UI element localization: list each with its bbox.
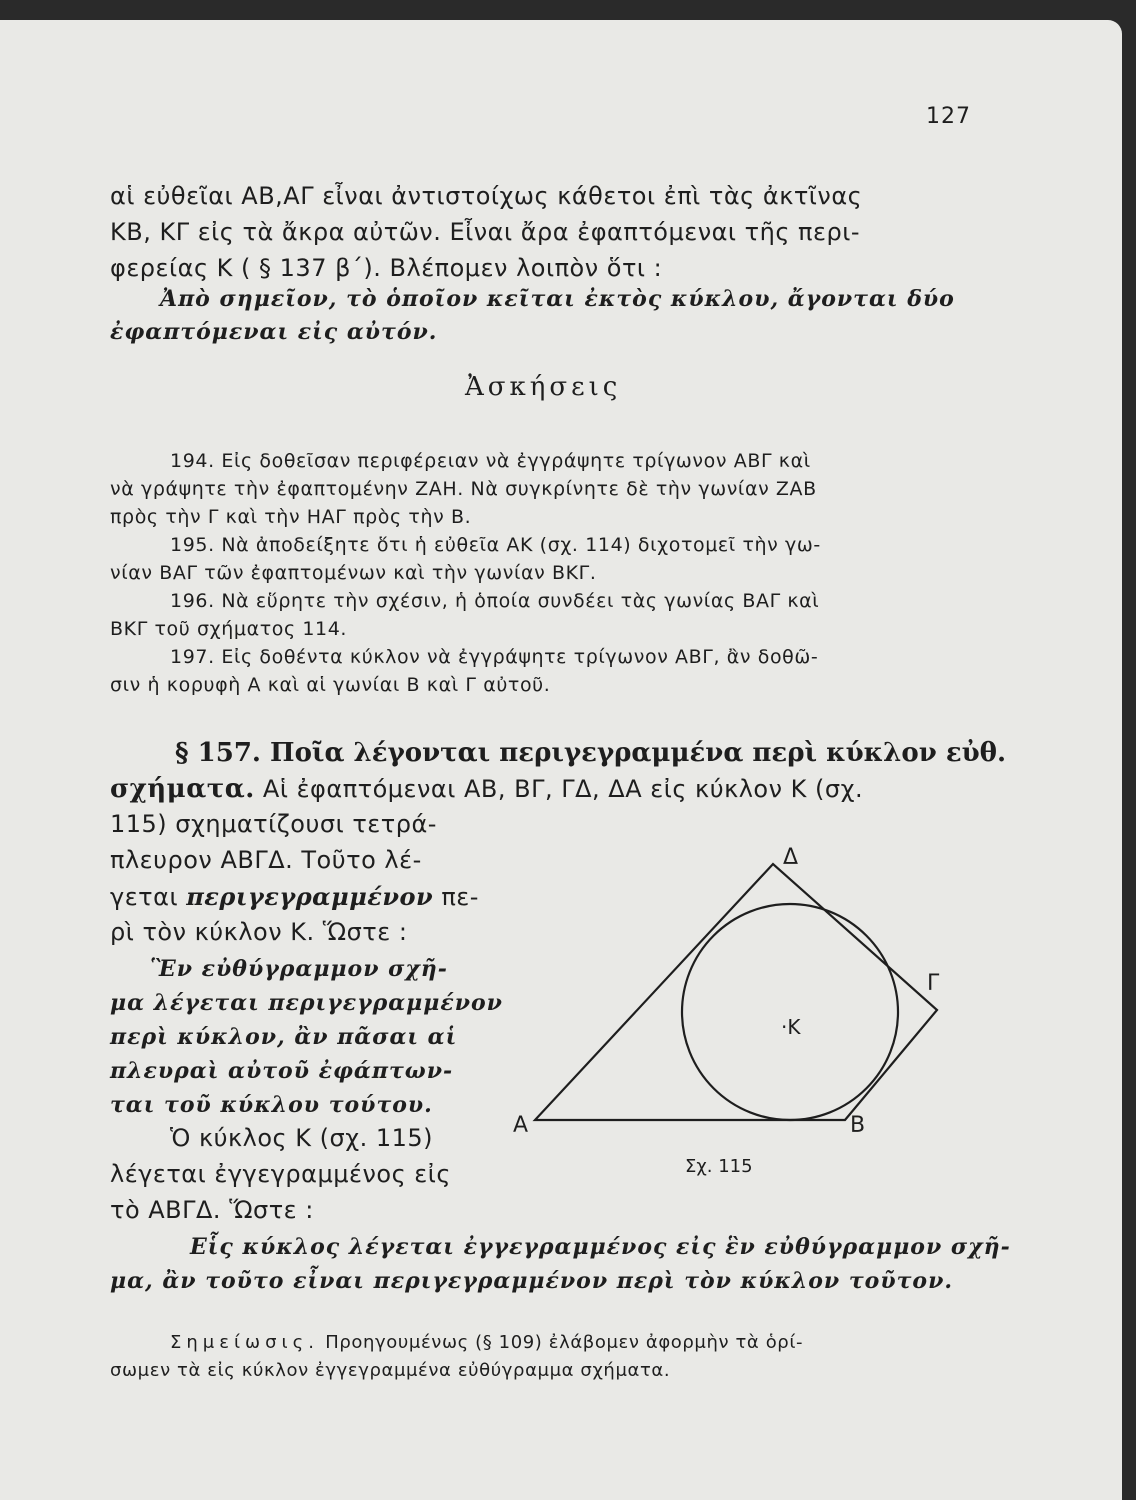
section-157-line-6: ρὶ τὸν κύκλον Κ. Ὥστε : (110, 918, 408, 946)
quadrilateral-abgd (535, 864, 937, 1120)
section-157-text: Αἱ ἐφαπτόμεναι ΑΒ, ΒΓ, ΓΔ, ΔΑ εἰς κύκλον Κ (σχ. (254, 775, 864, 803)
label-vertex-d: Δ (783, 845, 799, 870)
note-line-1 (170, 1332, 803, 1353)
exercise-line: 194. Εἰς δοθεῖσαν περιφέρειαν νὰ ἐγγράψητε τρίγωνον ΑΒΓ καὶ (170, 450, 811, 472)
line5-post: πε- (433, 883, 479, 911)
section-157-line-3: 115) σχηματίζουσι τετρά- (110, 810, 437, 838)
definition-circumscribed-line: μα λέγεται περιγεγραμμένον (110, 990, 503, 1016)
intro-line-1: αἱ εὐθεῖαι ΑΒ,ΑΓ εἶναι ἀντιστοίχως κάθετοι ἐπὶ τὰς ἀκτῖνας (110, 182, 863, 210)
intro-line-3: φερείας Κ ( § 137 β΄). Βλέπομεν λοιπὸν ὅτι : (110, 254, 663, 282)
figure-caption: Σχ. 115 (685, 1156, 753, 1177)
note-label: Σημείωσις. (170, 1332, 319, 1353)
section-157-line-4: πλευρον ΑΒΓΔ. Τοῦτο λέ- (110, 846, 422, 874)
tangent-theorem-line-2: ἐφαπτόμεναι εἰς αὐτόν. (110, 319, 438, 345)
section-157-line-2 (110, 774, 863, 804)
definition-inscribed-line: μα, ἂν τοῦτο εἶναι περιγεγραμμένον περὶ τὸν κύκλον τοῦτον. (110, 1268, 953, 1294)
label-vertex-b: Β (850, 1113, 866, 1138)
definition-circumscribed-line: περὶ κύκλον, ἂν πᾶσαι αἱ (110, 1024, 458, 1050)
figure-115 (505, 820, 965, 1180)
exercise-line: ΒΚΓ τοῦ σχήματος 114. (110, 618, 348, 640)
definition-circumscribed-line: πλευραὶ αὐτοῦ ἐφάπτων- (110, 1058, 454, 1084)
tangent-theorem-line-1: Ἀπὸ σημεῖον, τὸ ὁποῖον κεῖται ἐκτὸς κύκλου, ἄγονται δύο (160, 286, 955, 312)
inscribed-text-line: τὸ ΑΒΓΔ. Ὥστε : (110, 1196, 314, 1224)
inscribed-text-line: Ὁ κύκλος Κ (σχ. 115) (170, 1124, 433, 1152)
inscribed-circle-k (682, 904, 898, 1120)
line5-pre: γεται (110, 883, 187, 911)
label-center-k: ·Κ (781, 1015, 801, 1039)
book-page (0, 20, 1122, 1500)
exercise-line: νίαν ΒΑΓ τῶν ἐφαπτομένων καὶ τὴν γωνίαν ΒΚΓ. (110, 562, 597, 584)
exercise-line: νὰ γράψητε τὴν ἐφαπτομένην ΖΑΗ. Νὰ συγκρίνητε δὲ τὴν γωνίαν ΖΑΒ (110, 478, 817, 500)
exercise-line: 197. Εἰς δοθέντα κύκλον νὰ ἐγγράψητε τρίγωνον ΑΒΓ, ἂν δοθῶ- (170, 646, 819, 668)
term-circumscribed: περιγεγραμμένον (186, 882, 434, 911)
note-text: Προηγουμένως (§ 109) ἐλάβομεν ἀφορμὴν τὰ ὁρί- (318, 1332, 804, 1353)
section-157-title: § 157. Ποῖα λέγονται περιγεγραμμένα περὶ κύκλον εὐθ. (175, 738, 1007, 768)
exercises-heading: Ἀσκήσεις (465, 372, 622, 402)
label-vertex-g: Γ (927, 971, 940, 996)
page-number: 127 (926, 104, 971, 129)
label-vertex-a: Α (513, 1113, 529, 1138)
intro-line-2: ΚΒ, ΚΓ εἰς τὰ ἄκρα αὐτῶν. Εἶναι ἄρα ἐφαπτόμεναι τῆς περι- (110, 218, 860, 246)
inscribed-text-line: λέγεται ἐγγεγραμμένος εἰς (110, 1160, 451, 1188)
definition-inscribed-line: Εἷς κύκλος λέγεται ἐγγεγραμμένος εἰς ἓν εὐθύγραμμον σχῆ- (190, 1234, 1011, 1260)
exercise-line: σιν ἡ κορυφὴ Α καὶ αἱ γωνίαι Β καὶ Γ αὐτοῦ. (110, 674, 551, 696)
exercise-line: πρὸς τὴν Γ καὶ τὴν ΗΑΓ πρὸς τὴν Β. (110, 506, 472, 528)
definition-circumscribed-line: ται τοῦ κύκλου τούτου. (110, 1092, 433, 1118)
exercise-line: 195. Νὰ ἀποδείξητε ὅτι ἡ εὐθεῖα ΑΚ (σχ. 114) διχοτομεῖ τὴν γω- (170, 534, 821, 556)
definition-circumscribed-line: Ἓν εὐθύγραμμον σχῆ- (150, 956, 448, 982)
exercise-line: 196. Νὰ εὕρητε τὴν σχέσιν, ἡ ὁποία συνδέει τὰς γωνίας ΒΑΓ καὶ (170, 590, 820, 612)
note-line-2: σωμεν τὰ εἰς κύκλον ἐγγεγραμμένα εὐθύγραμμα σχήματα. (110, 1360, 671, 1381)
section-157-title-end: σχήματα. (110, 774, 255, 804)
section-157-line-5 (110, 882, 479, 911)
